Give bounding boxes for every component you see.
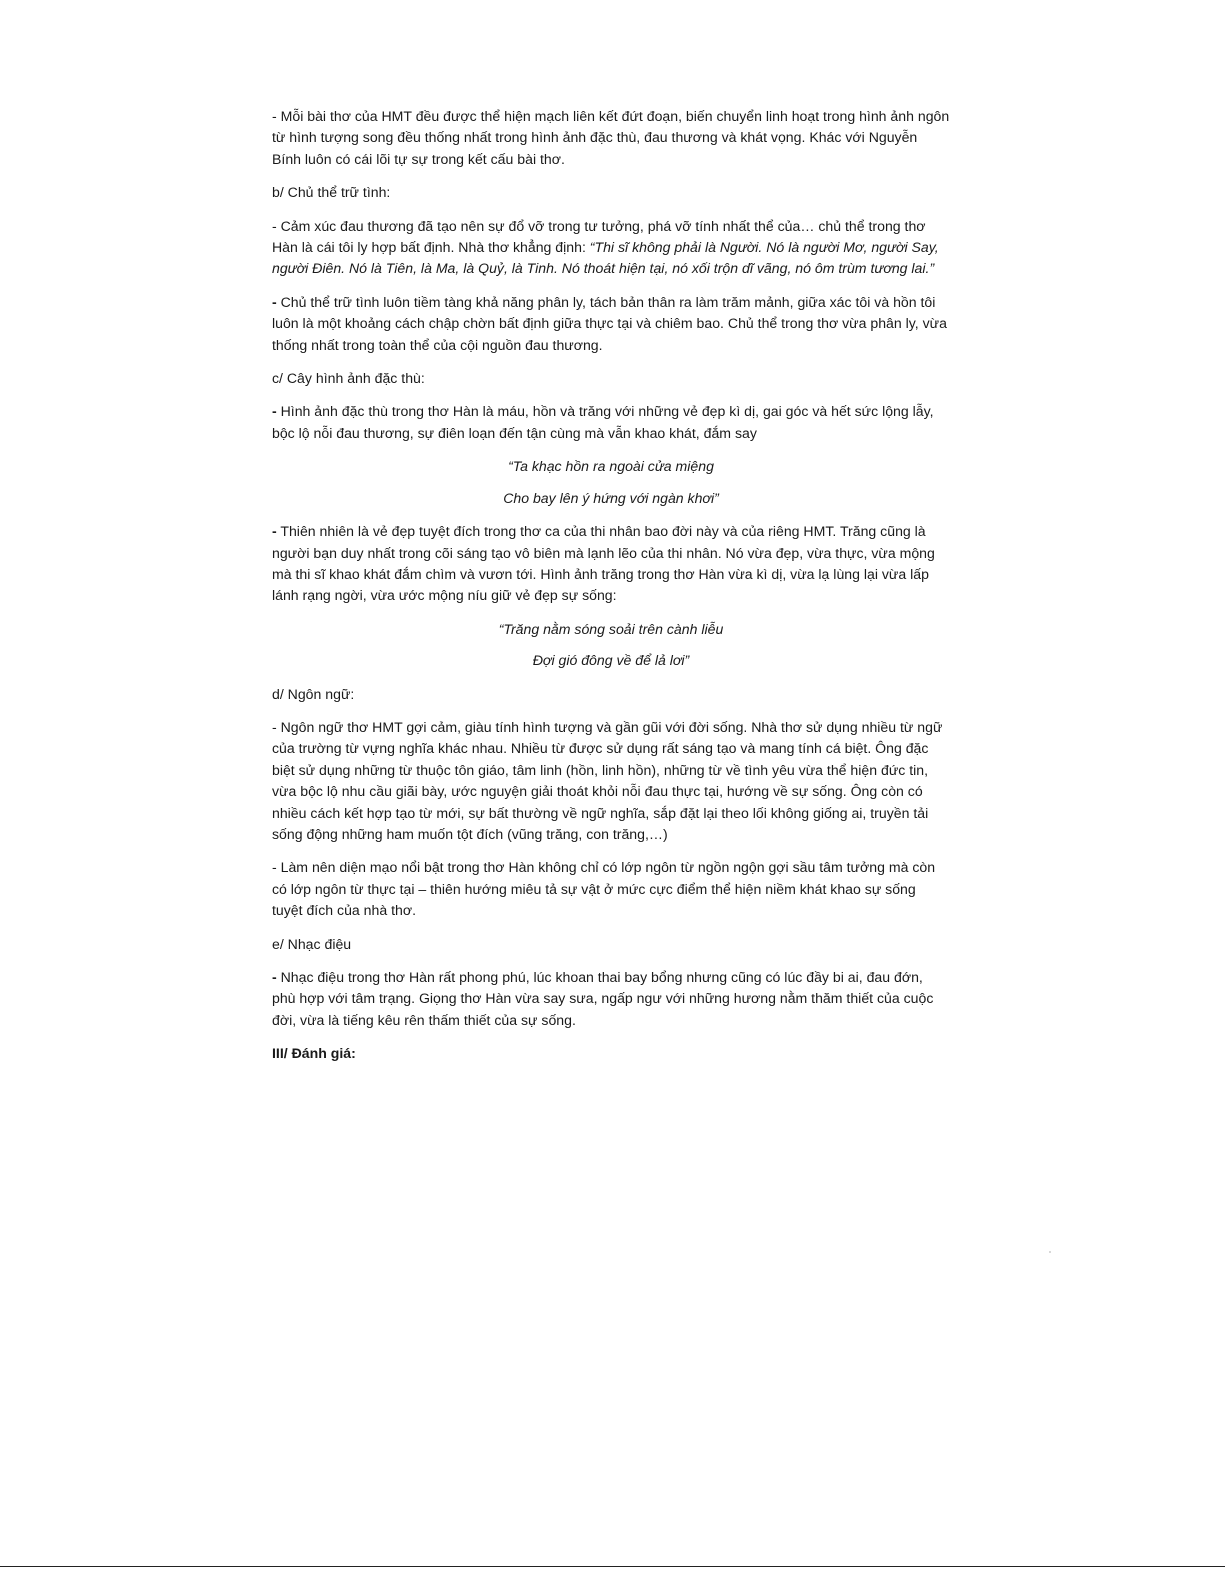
heading-language: d/ Ngôn ngữ: xyxy=(272,685,355,702)
paragraph-text: - Cảm xúc đau thương đã tạo nên sự đổ vỡ trong tư tưởng, phá vỡ tính nhất thể của… chủ thể trong thơ Hàn là cái tôi ly hợp bất định. Nhà thơ khẳng định: xyxy=(272,217,926,256)
paragraph-imagery-1 xyxy=(272,401,950,444)
paragraph-text: Thiên nhiên là vẻ đẹp tuyệt đích trong thơ ca của thi nhân bao đời này và của riêng HMT. Trăng cũng là người bạn duy nhất trong cõi sáng tạo vô biên mà lạnh lẽo của thi nhân. Nó vừa đẹp, vừa thực, vừa mộng mà thi sĩ khao khát đắm chìm và vươn tới. Hình ảnh trăng trong thơ Hàn vừa kì dị, vừa lạ lùng lại vừa lấp lánh rạng ngời, vừa ước mộng níu giữ vẻ đẹp sự sống: xyxy=(272,523,935,604)
heading-music: e/ Nhạc điệu xyxy=(272,935,352,952)
heading-lyrical-subject: b/ Chủ thể trữ tình: xyxy=(272,184,391,201)
verse-line: “Trăng nằm sóng soải trên cành liễu xyxy=(498,620,724,637)
paragraph-lyrical-subject-1 xyxy=(272,216,950,280)
heading-evaluation: III/ Đánh giá: xyxy=(272,1045,356,1062)
paragraph-lyrical-subject-2 xyxy=(272,292,950,356)
paragraph-text: Hình ảnh đặc thù trong thơ Hàn là máu, hồn và trăng với những vẻ đẹp kì dị, gai góc và hết sức lộng lẫy, bộc lộ nỗi đau thương, sự điên loạn đến tận cùng mà vẫn khao khát, đắm say xyxy=(272,403,934,441)
paragraph-language-2: - Làm nên diện mạo nổi bật trong thơ Hàn không chỉ có lớp ngôn từ ngồn ngộn gợi sầu tâm tưởng mà còn có lớp ngôn từ thực tại – thiên hướng miêu tả sự vật ở mức cực điểm thể hiện niềm khát khao sự sống tuyệt đích của nhà thơ. xyxy=(272,859,936,919)
page-bottom-border xyxy=(0,1566,1225,1567)
bullet-dash: - xyxy=(272,969,277,985)
bullet-dash: - xyxy=(272,403,277,420)
paragraph-imagery-2 xyxy=(272,521,950,607)
scan-speck xyxy=(1049,1251,1051,1253)
paragraph-text: Nhạc điệu trong thơ Hàn rất phong phú, lúc khoan thai bay bổng nhưng cũng có lúc đầy bi ai, đau đớn, phù hợp với tâm trạng. Giọng thơ Hàn vừa say sưa, ngấp ngư với những hương nằm thăm thiết của cuộc đời, vừa là tiếng kêu rên thấm thiết của sự sống. xyxy=(272,969,934,1028)
document-body xyxy=(272,106,950,1077)
heading-imagery: c/ Cây hình ảnh đặc thù: xyxy=(272,370,425,387)
bullet-dash: - xyxy=(272,523,277,540)
verse-line: Cho bay lên ý hứng với ngàn khơi” xyxy=(503,489,719,506)
paragraph-text: Chủ thể trữ tình luôn tiềm tàng khả năng phân ly, tách bản thân ra làm trăm mảnh, giữa xác tôi và hồn tôi luôn là một khoảng cách chập chờn bất định giữa thực tại và chiêm bao. Chủ thể trong thơ vừa phân ly, vừa thống nhất trong toàn thể của cội nguồn đau thương. xyxy=(272,293,947,353)
verse-line: Đợi gió đông về để lả lơi” xyxy=(532,652,690,669)
verse-line: “Ta khạc hồn ra ngoài cửa miệng xyxy=(508,458,714,475)
paragraph-music xyxy=(272,967,950,1031)
bullet-dash: - xyxy=(272,293,277,310)
paragraph-structure: - Mỗi bài thơ của HMT đều được thể hiện mạch liên kết đứt đoạn, biến chuyển linh hoạt trong hình ảnh ngôn từ hình tượng song đều thống nhất trong hình ảnh đặc thù, đau thương và khát vọng. Khác với Nguyễn Bính luôn có cái lõi tự sự trong kết cấu bài thơ. xyxy=(272,108,950,167)
paragraph-language-1: - Ngôn ngữ thơ HMT gợi cảm, giàu tính hình tượng và gần gũi với đời sống. Nhà thơ sử dụng nhiều từ ngữ của trường từ vựng nghĩa khác nhau. Nhiều từ được sử dụng rất sáng tạo và mang tính cá biệt. Ông đặc biệt sử dụng những từ thuộc tôn giáo, tâm linh (hồn, linh hồn), những từ về tình yêu vừa thể hiện đức tin, vừa bộc lộ nhu cầu giãi bày, ước nguyện giải thoát khỏi nỗi đau thực tại, hướng về sự sống. Ông còn có nhiều cách kết hợp tạo từ mới, sự bất thường về ngữ nghĩa, sắp đặt lại theo lối không giống ai, truyền tải sống động những ham muốn tột đích (vũng trăng, con trăng,…) xyxy=(272,718,943,842)
quote-poet-statement: “Thi sĩ không phải là Người. Nó là người Mơ, người Say, người Điên. Nó là Tiên, là Ma, là Quỷ, là Tinh. Nó thoát hiện tại, nó xối trộn dĩ vãng, nó ôm trùm tương lai.” xyxy=(272,239,939,277)
